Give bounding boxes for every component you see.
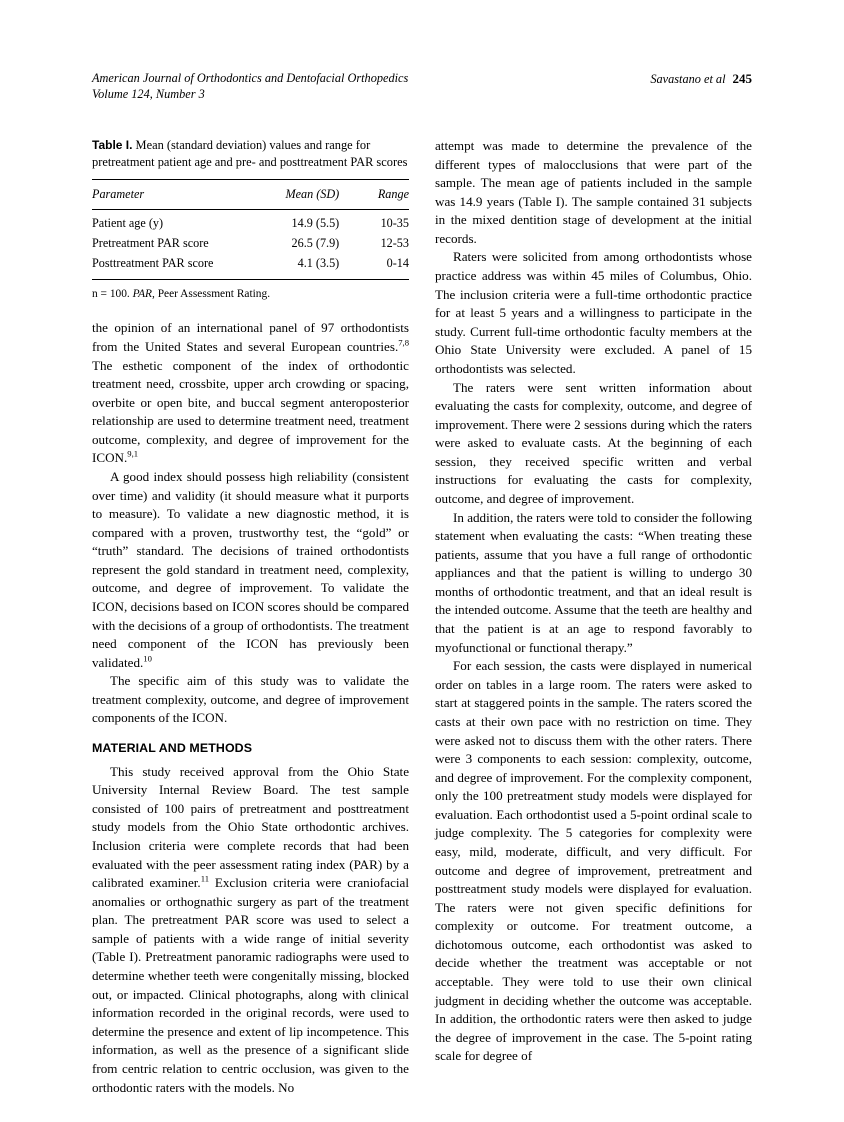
journal-info xyxy=(92,70,408,102)
cell-mean-sd: 4.1 (3.5) xyxy=(297,256,340,271)
right-column xyxy=(435,137,752,1097)
table-1-footnote xyxy=(92,287,409,302)
running-authors: Savastano et al xyxy=(650,72,726,86)
cell-parameter: Posttreatment PAR score xyxy=(92,256,214,271)
paragraph-text: Exclusion criteria were craniofacial anomalies or orthognathic surgery as part of the treatment plan. The pretreatment PAR score was used to select a sample of patients with a wide range of initial severity (Table I). Pretreatment panoramic radiographs were used to determine whether teeth were congenitally missing, blocked out, or impacted. Clinical photographs, along with clinical information recorded in the original records, were used to determine the presence and extent of lip incompetence. This information, as well as the presence of a significant slide from centric relation to centric occlusion, was given to the orthodontic raters with the models. No xyxy=(92,875,409,1095)
footnote-n: n = 100. xyxy=(92,287,133,300)
paragraph xyxy=(92,468,409,672)
page-number: 245 xyxy=(732,71,752,86)
author-page-info xyxy=(650,70,752,87)
paragraph-text: the opinion of an international panel of 97 orthodontists from the United States and several European countries. xyxy=(92,320,409,354)
paragraph-continuation xyxy=(92,319,409,468)
paragraph: The specific aim of this study was to validate the treatment complexity, outcome, and degree of improvement components of the ICON. xyxy=(92,673,409,726)
cell-mean-sd: 14.9 (5.5) xyxy=(291,215,340,230)
table-1-caption xyxy=(92,137,409,170)
table-1-label: Table I. xyxy=(92,138,133,152)
left-column xyxy=(92,137,409,1097)
cell-range: 10-35 xyxy=(380,215,409,230)
column-header-parameter: Parameter xyxy=(92,180,257,209)
table-row xyxy=(92,209,409,233)
two-column-body xyxy=(92,137,752,1097)
table-row xyxy=(92,254,409,279)
column-header-range: Range xyxy=(339,180,409,209)
table-1 xyxy=(92,137,409,301)
footnote-definition: Peer Assessment Rating. xyxy=(154,287,271,300)
journal-title: American Journal of Orthodontics and Dentofacial Orthopedics xyxy=(92,71,409,85)
cell-range: 12-53 xyxy=(380,235,409,250)
paragraph: Raters were solicited from among orthodontists whose practice address was within 45 miles of Columbus, Ohio. The inclusion criteria were a full-time orthodontic practice for at least 5 years and a willingness to participate in the study. Current full-time orthodontic faculty members at the Ohio State University were excluded. A panel of 15 orthodontists was selected. xyxy=(435,249,752,376)
running-head xyxy=(92,70,752,102)
citation-superscript: 10 xyxy=(143,653,152,664)
journal-volume: Volume 124, Number 3 xyxy=(92,87,205,102)
table-header-row xyxy=(92,180,409,209)
citation-superscript: 7,8 xyxy=(398,337,409,348)
citation-superscript: 11 xyxy=(200,873,210,884)
paragraph-text: A good index should possess high reliability (consistent over time) and validity (it should measure what it purports to measure). To validate a new diagnostic method, it is compared with a proven, trustworthy test, the “gold” or “truth” standard. The decisions of trained orthodontists represent the gold standard in treatment need, complexity, outcome, and degree of improvement. To validate the ICON, decisions based on ICON scores should be compared with the decisions of a group of orthodontists. The treatment need component of the ICON has previously been validated. xyxy=(92,468,409,670)
paragraph: For each session, the casts were displayed in numerical order on tables in a large room. The raters were asked to start at staggered points in the sample. The raters scored the casts at their own pace with no restriction on time. They were asked not to discuss them with the other raters. There were 3 components to each session: complexity, outcome, and degree of improvement. For the complexity component, only the 100 pretreatment study models were displayed for evaluation. Each orthodontist used a 5-point ordinal scale to judge complexity. The 5 categories for complexity were easy, mild, moderate, difficult, and very difficult. For outcome and degree of improvement, pretreatment and posttreatment study models were displayed for evaluation. The raters were not given specific definitions for complexity or outcome. For treatment outcome, a dichotomous outcome, each orthodontist was asked to decide whether the treatment was acceptable or not acceptable. They were told to use their own clinical judgment in deciding whether the outcome was acceptable. In addition, the orthodontic raters were then asked to judge the degree of improvement in the case. The 5-point rating scale for degree of xyxy=(435,658,752,1064)
cell-mean-sd: 26.5 (7.9) xyxy=(291,235,340,250)
paragraph: The raters were sent written information about evaluating the casts for complexity, outcome, and degree of improvement. There were 2 sessions during which the raters were asked to evaluate casts. At the beginning of each session, they received specific written and verbal instructions for evaluating the casts for complexity, outcome, and degree of improvement. xyxy=(435,379,752,506)
column-header-mean-sd: Mean (SD) xyxy=(257,180,339,209)
paragraph-text: This study received approval from the Ohio State University Internal Review Board. The test sample consisted of 100 pairs of pretreatment and posttreatment study models from the Ohio State orthodontic archives. Inclusion criteria were complete records that had been evaluated with the peer assessment rating index (PAR) by a calibrated examiner. xyxy=(92,763,409,891)
citation-superscript: 9,1 xyxy=(127,449,139,460)
section-heading-material-and-methods: MATERIAL AND METHODS xyxy=(92,741,253,756)
cell-parameter: Pretreatment PAR score xyxy=(92,235,209,250)
paragraph-text: The esthetic component of the index of orthodontic treatment need, crossbite, upper arch crowding or spacing, overbite or open bite, and buccal segment anteroposterior relationship are used to determine treatment need, treatment outcome, complexity, and degree of improvement for the ICON. xyxy=(92,357,409,466)
footnote-abbr: PAR, xyxy=(132,287,155,300)
paragraph xyxy=(92,763,409,1097)
table-row xyxy=(92,233,409,253)
cell-range: 0-14 xyxy=(386,256,409,271)
table-1-grid xyxy=(92,179,409,279)
paragraph-continuation: attempt was made to determine the prevalence of the different types of malocclusions that were part of the sample. The mean age of patients included in the sample was 14.9 years (Table I). The sample contained 31 subjects in the mixed dentition stage of development at the initial records. xyxy=(435,138,752,246)
paragraph: In addition, the raters were told to consider the following statement when evaluating the casts: “When treating these patients, assume that you have a full range of orthodontic appliances and that the patient is willing to undergo 30 months of orthodontic treatment, and that an ideal result is the intended outcome. Assume that the teeth are healthy and that the patient is at an age to respond favorably to myofunctional or functional therapy.” xyxy=(435,509,752,655)
table-1-caption-text: Mean (standard deviation) values and range for pretreatment patient age and pre- and posttreatment PAR scores xyxy=(92,138,408,169)
cell-parameter: Patient age (y) xyxy=(92,215,164,230)
